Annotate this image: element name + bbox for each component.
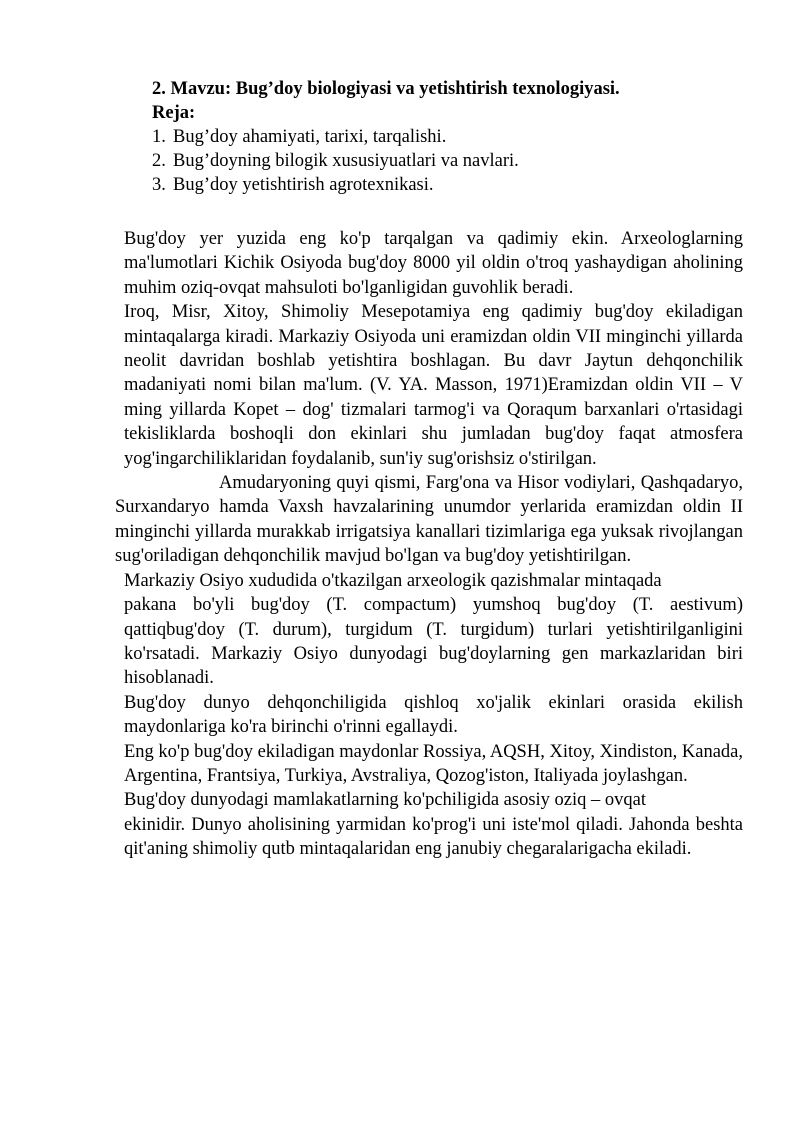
paragraph: pakana bo'yli bug'doy (T. compactum) yumshoq bug'doy (T. aestivum) qattiqbug'doy (T. durum), turgidum (T. turgidum) turlari yetishtirilganligini ko'rsatadi. Markaziy Osiyo dunyodagi bug'doylarning gen markazlaridan biri hisoblanadi.: [124, 595, 743, 689]
plan-item: [152, 173, 752, 197]
paragraph: Markaziy Osiyo xududida o'tkazilgan arxeologik qazishmalar mintaqada: [124, 570, 662, 591]
plan-list: [152, 125, 752, 197]
lesson-header: [152, 77, 752, 197]
plan-item: [152, 125, 752, 149]
plan-item-text: Bug’doy ahamiyati, tarixi, tarqalishi.: [173, 127, 447, 147]
paragraph: Bug'doy yer yuzida eng ko'p tarqalgan va qadimiy ekin. Arxeologlarning ma'lumotlari Kichik Osiyoda bug'doy 8000 yil oldin o'troq yashaydigan aholining muhim oziq-ovqat mahsuloti bo'lganligidan guvohlik beradi.: [124, 229, 743, 298]
plan-item-text: Bug’doy yetishtirish agrotexnikasi.: [173, 175, 434, 195]
paragraph: Eng ko'p bug'doy ekiladigan maydonlar Rossiya, AQSH, Xitoy, Xindiston, Kanada, Argentina, Frantsiya, Turkiya, Avstraliya, Qozog'iston, Italiyada joylashgan.: [124, 741, 743, 786]
plan-heading: Reja:: [152, 103, 196, 123]
paragraph: Amudaryoning quyi qismi, Farg'ona va Hisor vodiylari, Qashqadaryo, Surxandaryo hamda Vaxsh havzalarining unumdor yerlarida eramizdan oldin II minginchi yillarda murakkab irrigatsiya kanallari tizimlariga ega yuksak rivojlangan sug'oriladigan dehqonchilik mavjud bo'lgan va bug'doy yetishtirilgan.: [115, 473, 743, 567]
paragraph: Bug'doy dunyodagi mamlakatlarning ko'pchiligida asosiy oziq – ovqat: [124, 790, 647, 811]
plan-item-number: 1.: [152, 127, 166, 147]
paragraph: Iroq, Misr, Xitoy, Shimoliy Mesepotamiya eng qadimiy bug'doy ekiladigan mintaqalarga kiradi. Markaziy Osiyoda uni eramizdan oldin VII minginchi yillarda neolit davridan boshlab yetishtira boshlagan. Bu davr Jaytun dehqonchilik madaniyati nomi bilan ma'lum. (V. YA. Masson, 1971)Eramizdan oldin VII – V ming yillarda Kopet – dog' tizmalari tarmog'i va Qoraqum barxanlari o'rtasidagi tekisliklarda boshoqli don ekinlari shu jumladan bug'doy faqat atmosfera yog'ingarchiliklaridan foydalanib, sun'iy sug'orishsiz o'stirilgan.: [124, 302, 743, 469]
paragraph: Bug'doy dunyo dehqonchiligida qishloq xo'jalik ekinlari orasida ekilish maydonlariga ko'ra birinchi o'rinni egallaydi.: [124, 692, 743, 738]
plan-item: [152, 149, 752, 173]
plan-item-number: 2.: [152, 151, 166, 171]
lesson-title: 2. Mavzu: Bug’doy biologiyasi va yetishtirish texnologiyasi.: [152, 79, 620, 99]
body-text: [115, 227, 743, 862]
paragraph: ekinidir. Dunyo aholisining yarmidan ko'prog'i uni iste'mol qiladi. Jahonda beshta qit'aning shimoliy qutb mintaqalaridan eng janubiy chegaralarigacha ekiladi.: [124, 814, 743, 860]
plan-item-number: 3.: [152, 175, 166, 195]
plan-item-text: Bug’doyning bilogik xususiyuatlari va navlari.: [173, 151, 519, 171]
